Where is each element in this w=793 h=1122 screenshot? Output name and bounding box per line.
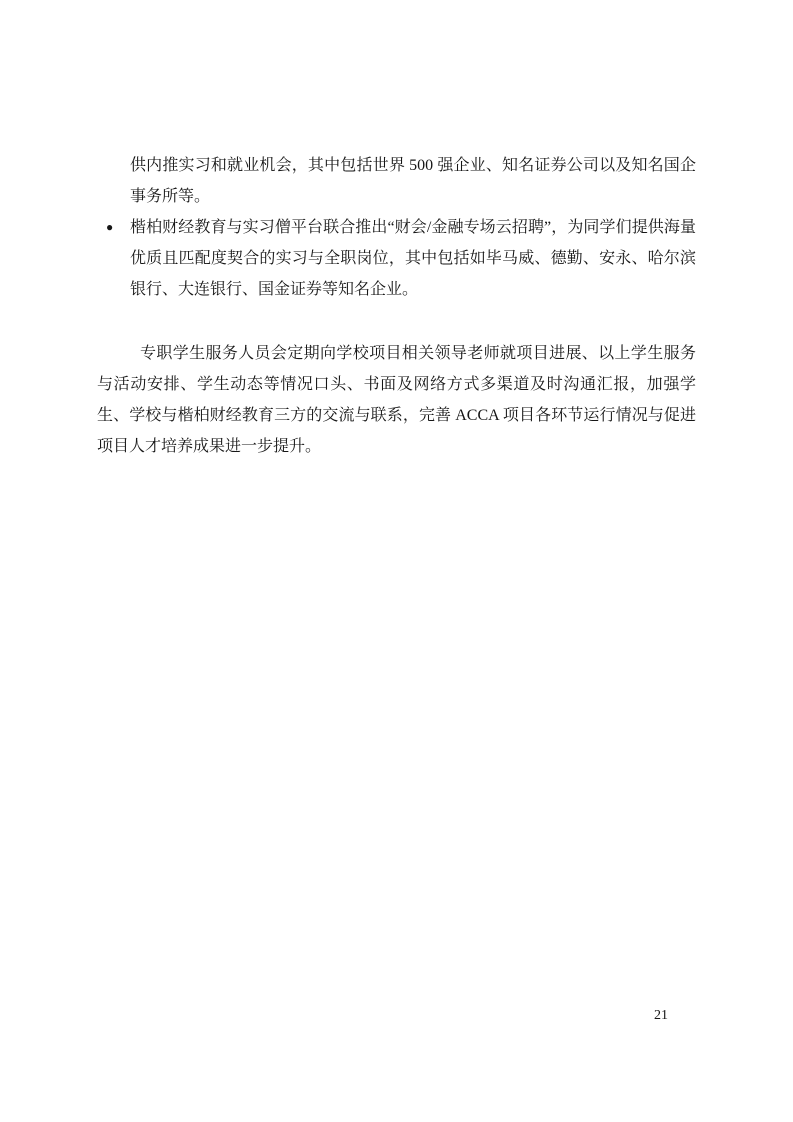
bullet-list-item	[106, 212, 696, 305]
bullet-continuation-text: 供内推实习和就业机会，其中包括世界 500 强企业、知名证券公司以及知名国企事务所等。	[130, 157, 696, 205]
bullet-icon: ●	[106, 220, 114, 234]
page-number: 21	[654, 1008, 668, 1023]
body-paragraph: 专职学生服务人员会定期向学校项目相关领导老师就项目进展、以上学生服务与活动安排、学生动态等情况口头、书面及网络方式多渠道及时沟通汇报，加强学生、学校与楷柏财经教育三方的交流与联系，完善 ACCA 项目各环节运行情况与促进项目人才培养成果进一步提升。	[97, 345, 696, 455]
page-content	[97, 150, 696, 462]
bullet-item-text: 楷柏财经教育与实习僧平台联合推出“财会/金融专场云招聘”，为同学们提供海量优质且匹配度契合的实习与全职岗位，其中包括如毕马威、德勤、安永、哈尔滨银行、大连银行、国金证券等知名企业。	[130, 219, 696, 298]
